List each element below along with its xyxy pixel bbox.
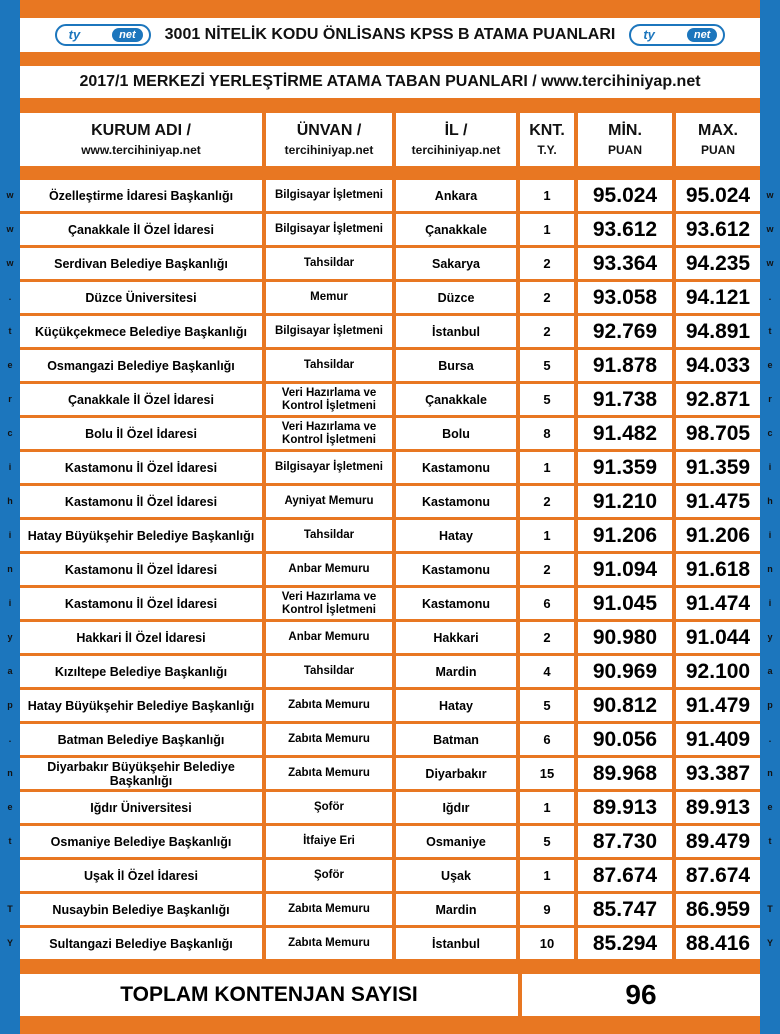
table-cell-max: 91.479 <box>676 690 760 721</box>
top-bar <box>0 0 780 18</box>
table-cell-name: Diyarbakır Büyükşehir Belediye Başkanlığı <box>20 758 262 789</box>
side-letter-left: h <box>7 496 13 506</box>
table-cell-max: 95.024 <box>676 180 760 211</box>
side-letter-left: Y <box>6 938 13 948</box>
table-cell-title: Zabıta Memuru <box>266 758 392 789</box>
table-cell-min: 93.612 <box>578 214 672 245</box>
table-cell-title: İtfaiye Eri <box>266 826 392 857</box>
side-letter-left: n <box>7 564 13 574</box>
table-cell-quota: 8 <box>520 418 574 449</box>
table-cell-min: 91.359 <box>578 452 672 483</box>
side-letter-right: n <box>767 564 773 574</box>
table-cell-name: Hatay Büyükşehir Belediye Başkanlığı <box>20 520 262 551</box>
table-cell-quota: 2 <box>520 622 574 653</box>
table-cell-title: Veri Hazırlama ve Kontrol İşletmeni <box>266 384 392 415</box>
table-cell-title: Bilgisayar İşletmeni <box>266 180 392 211</box>
table-cell-quota: 5 <box>520 826 574 857</box>
table-cell-max: 91.409 <box>676 724 760 755</box>
side-letter-left: t <box>8 836 12 846</box>
table-cell-quota: 2 <box>520 554 574 585</box>
table-cell-min: 93.364 <box>578 248 672 279</box>
table-cell-name: Batman Belediye Başkanlığı <box>20 724 262 755</box>
table-cell-max: 91.044 <box>676 622 760 653</box>
table-cell-title: Tahsildar <box>266 656 392 687</box>
table-cell-quota: 2 <box>520 248 574 279</box>
table-cell-city: Düzce <box>396 282 516 313</box>
column-header-4 <box>520 113 574 166</box>
table-cell-title: Anbar Memuru <box>266 622 392 653</box>
table-cell-city: Batman <box>396 724 516 755</box>
table-cell-quota: 1 <box>520 180 574 211</box>
table-cell-name: Iğdır Üniversitesi <box>20 792 262 823</box>
table-cell-quota: 15 <box>520 758 574 789</box>
side-letter-right: y <box>767 632 773 642</box>
side-letter-left: . <box>8 734 12 744</box>
table-cell-max: 94.235 <box>676 248 760 279</box>
table-cell-min: 87.674 <box>578 860 672 891</box>
table-cell-min: 89.968 <box>578 758 672 789</box>
table-cell-min: 90.980 <box>578 622 672 653</box>
table-cell-max: 89.913 <box>676 792 760 823</box>
side-letter-right: t <box>768 326 772 336</box>
table-cell-name: Küçükçekmece Belediye Başkanlığı <box>20 316 262 347</box>
column-header-6 <box>676 113 760 166</box>
table-cell-city: Ankara <box>396 180 516 211</box>
column-header-line1: ÜNVAN / <box>296 121 362 139</box>
table-cell-city: Mardin <box>396 656 516 687</box>
table-cell-max: 94.033 <box>676 350 760 381</box>
table-cell-quota: 4 <box>520 656 574 687</box>
table-cell-city: İstanbul <box>396 928 516 959</box>
table-cell-city: İstanbul <box>396 316 516 347</box>
side-letter-right: n <box>767 768 773 778</box>
table-cell-quota: 5 <box>520 690 574 721</box>
table-cell-max: 89.479 <box>676 826 760 857</box>
table-cell-min: 93.058 <box>578 282 672 313</box>
side-letter-right: i <box>768 598 772 608</box>
table-cell-city: Kastamonu <box>396 588 516 619</box>
table-cell-name: Çanakkale İl Özel İdaresi <box>20 214 262 245</box>
side-letter-left: c <box>7 428 13 438</box>
side-letter-left: y <box>7 632 13 642</box>
table-cell-city: Iğdır <box>396 792 516 823</box>
table-cell-title: Tahsildar <box>266 350 392 381</box>
side-letter-left: w <box>6 190 14 200</box>
table-cell-max: 94.121 <box>676 282 760 313</box>
table-cell-title: Zabıta Memuru <box>266 690 392 721</box>
table-cell-name: Özelleştirme İdaresi Başkanlığı <box>20 180 262 211</box>
table-cell-max: 91.475 <box>676 486 760 517</box>
logo-ty: ty <box>68 27 81 42</box>
column-header-5 <box>578 113 672 166</box>
table-cell-city: Hatay <box>396 520 516 551</box>
column-header-line2: PUAN <box>607 142 642 157</box>
table-cell-city: Bursa <box>396 350 516 381</box>
table-cell-name: Osmaniye Belediye Başkanlığı <box>20 826 262 857</box>
side-letter-right: h <box>767 496 773 506</box>
table-cell-city: Çanakkale <box>396 214 516 245</box>
logo-ty: ty <box>643 27 655 42</box>
table-cell-quota: 1 <box>520 792 574 823</box>
side-letter-left: w <box>6 224 14 234</box>
tynet-logo-left <box>55 24 151 46</box>
side-letter-right: . <box>768 734 772 744</box>
side-letter-left: i <box>8 598 12 608</box>
title-bar <box>20 18 760 52</box>
table-cell-title: Bilgisayar İşletmeni <box>266 452 392 483</box>
table-cell-min: 91.878 <box>578 350 672 381</box>
table-cell-title: Ayniyat Memuru <box>266 486 392 517</box>
table-cell-min: 90.969 <box>578 656 672 687</box>
side-letter-left: t <box>8 326 12 336</box>
side-letter-right: a <box>767 666 773 676</box>
table-cell-quota: 2 <box>520 316 574 347</box>
table-cell-max: 92.871 <box>676 384 760 415</box>
side-letter-right: . <box>768 292 772 302</box>
table-cell-name: Bolu İl Özel İdaresi <box>20 418 262 449</box>
table-cell-min: 91.482 <box>578 418 672 449</box>
table-cell-city: Sakarya <box>396 248 516 279</box>
table-cell-name: Serdivan Belediye Başkanlığı <box>20 248 262 279</box>
side-letter-left: n <box>7 768 13 778</box>
column-header-line1: MİN. <box>608 121 642 139</box>
table-cell-title: Zabıta Memuru <box>266 928 392 959</box>
side-letter-right: w <box>766 258 774 268</box>
table-cell-min: 91.094 <box>578 554 672 585</box>
table-cell-title: Zabıta Memuru <box>266 894 392 925</box>
table-cell-city: Hatay <box>396 690 516 721</box>
table-cell-min: 90.812 <box>578 690 672 721</box>
side-letter-right: i <box>768 530 772 540</box>
table-cell-name: Kızıltepe Belediye Başkanlığı <box>20 656 262 687</box>
column-header-line1: KNT. <box>529 121 565 139</box>
total-value: 96 <box>522 974 760 1016</box>
table-cell-name: Osmangazi Belediye Başkanlığı <box>20 350 262 381</box>
table-cell-min: 95.024 <box>578 180 672 211</box>
column-header-line2: T.Y. <box>537 142 557 157</box>
table-cell-name: Hakkari İl Özel İdaresi <box>20 622 262 653</box>
table-cell-max: 91.474 <box>676 588 760 619</box>
table-cell-city: Bolu <box>396 418 516 449</box>
left-sidebar <box>0 0 20 1034</box>
table-cell-quota: 10 <box>520 928 574 959</box>
column-header-line2: tercihiniyap.net <box>411 142 501 157</box>
table-cell-max: 91.618 <box>676 554 760 585</box>
column-header-1 <box>20 113 262 166</box>
page-title: 3001 NİTELİK KODU ÖNLİSANS KPSS B ATAMA PUANLARI <box>164 26 616 43</box>
table-cell-max: 93.387 <box>676 758 760 789</box>
table-cell-min: 91.210 <box>578 486 672 517</box>
table-cell-name: Düzce Üniversitesi <box>20 282 262 313</box>
table-cell-min: 91.738 <box>578 384 672 415</box>
table-cell-city: Kastamonu <box>396 486 516 517</box>
side-letter-left: e <box>7 360 13 370</box>
table-cell-name: Kastamonu İl Özel İdaresi <box>20 486 262 517</box>
side-letter-left: p <box>7 700 13 710</box>
table-cell-title: Anbar Memuru <box>266 554 392 585</box>
side-letter-left: e <box>7 802 13 812</box>
column-header-3 <box>396 113 516 166</box>
side-letter-right: Y <box>766 938 773 948</box>
tynet-logo-right <box>629 24 725 46</box>
logo-net: net <box>687 28 718 42</box>
table-cell-title: Bilgisayar İşletmeni <box>266 316 392 347</box>
table-cell-max: 92.100 <box>676 656 760 687</box>
table-cell-quota: 1 <box>520 860 574 891</box>
table-cell-name: Kastamonu İl Özel İdaresi <box>20 588 262 619</box>
table-cell-name: Kastamonu İl Özel İdaresi <box>20 554 262 585</box>
table-cell-name: Nusaybin Belediye Başkanlığı <box>20 894 262 925</box>
column-header-2 <box>266 113 392 166</box>
table-cell-min: 90.056 <box>578 724 672 755</box>
side-letter-left: r <box>8 394 12 404</box>
table-cell-quota: 1 <box>520 452 574 483</box>
table-cell-city: Hakkari <box>396 622 516 653</box>
column-header-line1: İL / <box>444 121 468 139</box>
table-cell-min: 92.769 <box>578 316 672 347</box>
table-cell-city: Uşak <box>396 860 516 891</box>
table-cell-max: 86.959 <box>676 894 760 925</box>
total-label: TOPLAM KONTENJAN SAYISI <box>20 974 518 1016</box>
table-cell-max: 87.674 <box>676 860 760 891</box>
table-cell-quota: 5 <box>520 384 574 415</box>
table-cell-name: Çanakkale İl Özel İdaresi <box>20 384 262 415</box>
column-header-line2: PUAN <box>700 142 735 157</box>
table-cell-min: 89.913 <box>578 792 672 823</box>
table-cell-max: 98.705 <box>676 418 760 449</box>
table-cell-title: Tahsildar <box>266 520 392 551</box>
column-header-line1: KURUM ADI / <box>91 121 191 139</box>
table-cell-max: 93.612 <box>676 214 760 245</box>
table-cell-name: Hatay Büyükşehir Belediye Başkanlığı <box>20 690 262 721</box>
table-cell-city: Diyarbakır <box>396 758 516 789</box>
table-cell-quota: 6 <box>520 724 574 755</box>
side-letter-right: w <box>766 224 774 234</box>
logo-net: net <box>112 28 143 42</box>
side-letter-left: i <box>8 530 12 540</box>
table-cell-title: Bilgisayar İşletmeni <box>266 214 392 245</box>
table-cell-quota: 1 <box>520 520 574 551</box>
table-cell-min: 85.747 <box>578 894 672 925</box>
table-cell-quota: 2 <box>520 486 574 517</box>
side-letter-right: e <box>767 802 773 812</box>
table-cell-city: Mardin <box>396 894 516 925</box>
table-cell-title: Memur <box>266 282 392 313</box>
table-cell-max: 94.891 <box>676 316 760 347</box>
table-cell-min: 85.294 <box>578 928 672 959</box>
table-cell-quota: 2 <box>520 282 574 313</box>
column-header-line2: tercihiniyap.net <box>284 142 374 157</box>
side-letter-left: w <box>6 258 14 268</box>
column-header-line1: MAX. <box>698 121 738 139</box>
table-cell-max: 88.416 <box>676 928 760 959</box>
table-cell-name: Kastamonu İl Özel İdaresi <box>20 452 262 483</box>
side-letter-right: i <box>768 462 772 472</box>
table-cell-city: Osmaniye <box>396 826 516 857</box>
side-letter-left: T <box>7 904 13 914</box>
table-cell-title: Şoför <box>266 792 392 823</box>
right-sidebar <box>760 0 780 1034</box>
table-cell-min: 91.045 <box>578 588 672 619</box>
side-letter-right: c <box>767 428 773 438</box>
side-letter-right: w <box>766 190 774 200</box>
column-header-line2: www.tercihiniyap.net <box>81 142 201 157</box>
side-letter-right: e <box>767 360 773 370</box>
table-cell-title: Tahsildar <box>266 248 392 279</box>
side-letter-right: T <box>767 904 773 914</box>
table-cell-max: 91.359 <box>676 452 760 483</box>
table-cell-city: Çanakkale <box>396 384 516 415</box>
table-cell-max: 91.206 <box>676 520 760 551</box>
table-cell-city: Kastamonu <box>396 452 516 483</box>
table-cell-title: Zabıta Memuru <box>266 724 392 755</box>
table-cell-name: Sultangazi Belediye Başkanlığı <box>20 928 262 959</box>
side-letter-right: p <box>767 700 773 710</box>
table-cell-quota: 5 <box>520 350 574 381</box>
side-letter-left: a <box>7 666 13 676</box>
side-letter-left: i <box>8 462 12 472</box>
side-letter-left: . <box>8 292 12 302</box>
table-cell-quota: 1 <box>520 214 574 245</box>
table-cell-min: 87.730 <box>578 826 672 857</box>
table-cell-name: Uşak İl Özel İdaresi <box>20 860 262 891</box>
table-cell-min: 91.206 <box>578 520 672 551</box>
table-cell-quota: 6 <box>520 588 574 619</box>
table-cell-quota: 9 <box>520 894 574 925</box>
table-cell-title: Veri Hazırlama ve Kontrol İşletmeni <box>266 588 392 619</box>
table-cell-city: Kastamonu <box>396 554 516 585</box>
side-letter-right: t <box>768 836 772 846</box>
side-letter-right: r <box>768 394 772 404</box>
table-cell-title: Şoför <box>266 860 392 891</box>
table-cell-title: Veri Hazırlama ve Kontrol İşletmeni <box>266 418 392 449</box>
subtitle: 2017/1 MERKEZİ YERLEŞTİRME ATAMA TABAN PUANLARI / www.tercihiniyap.net <box>20 66 760 98</box>
